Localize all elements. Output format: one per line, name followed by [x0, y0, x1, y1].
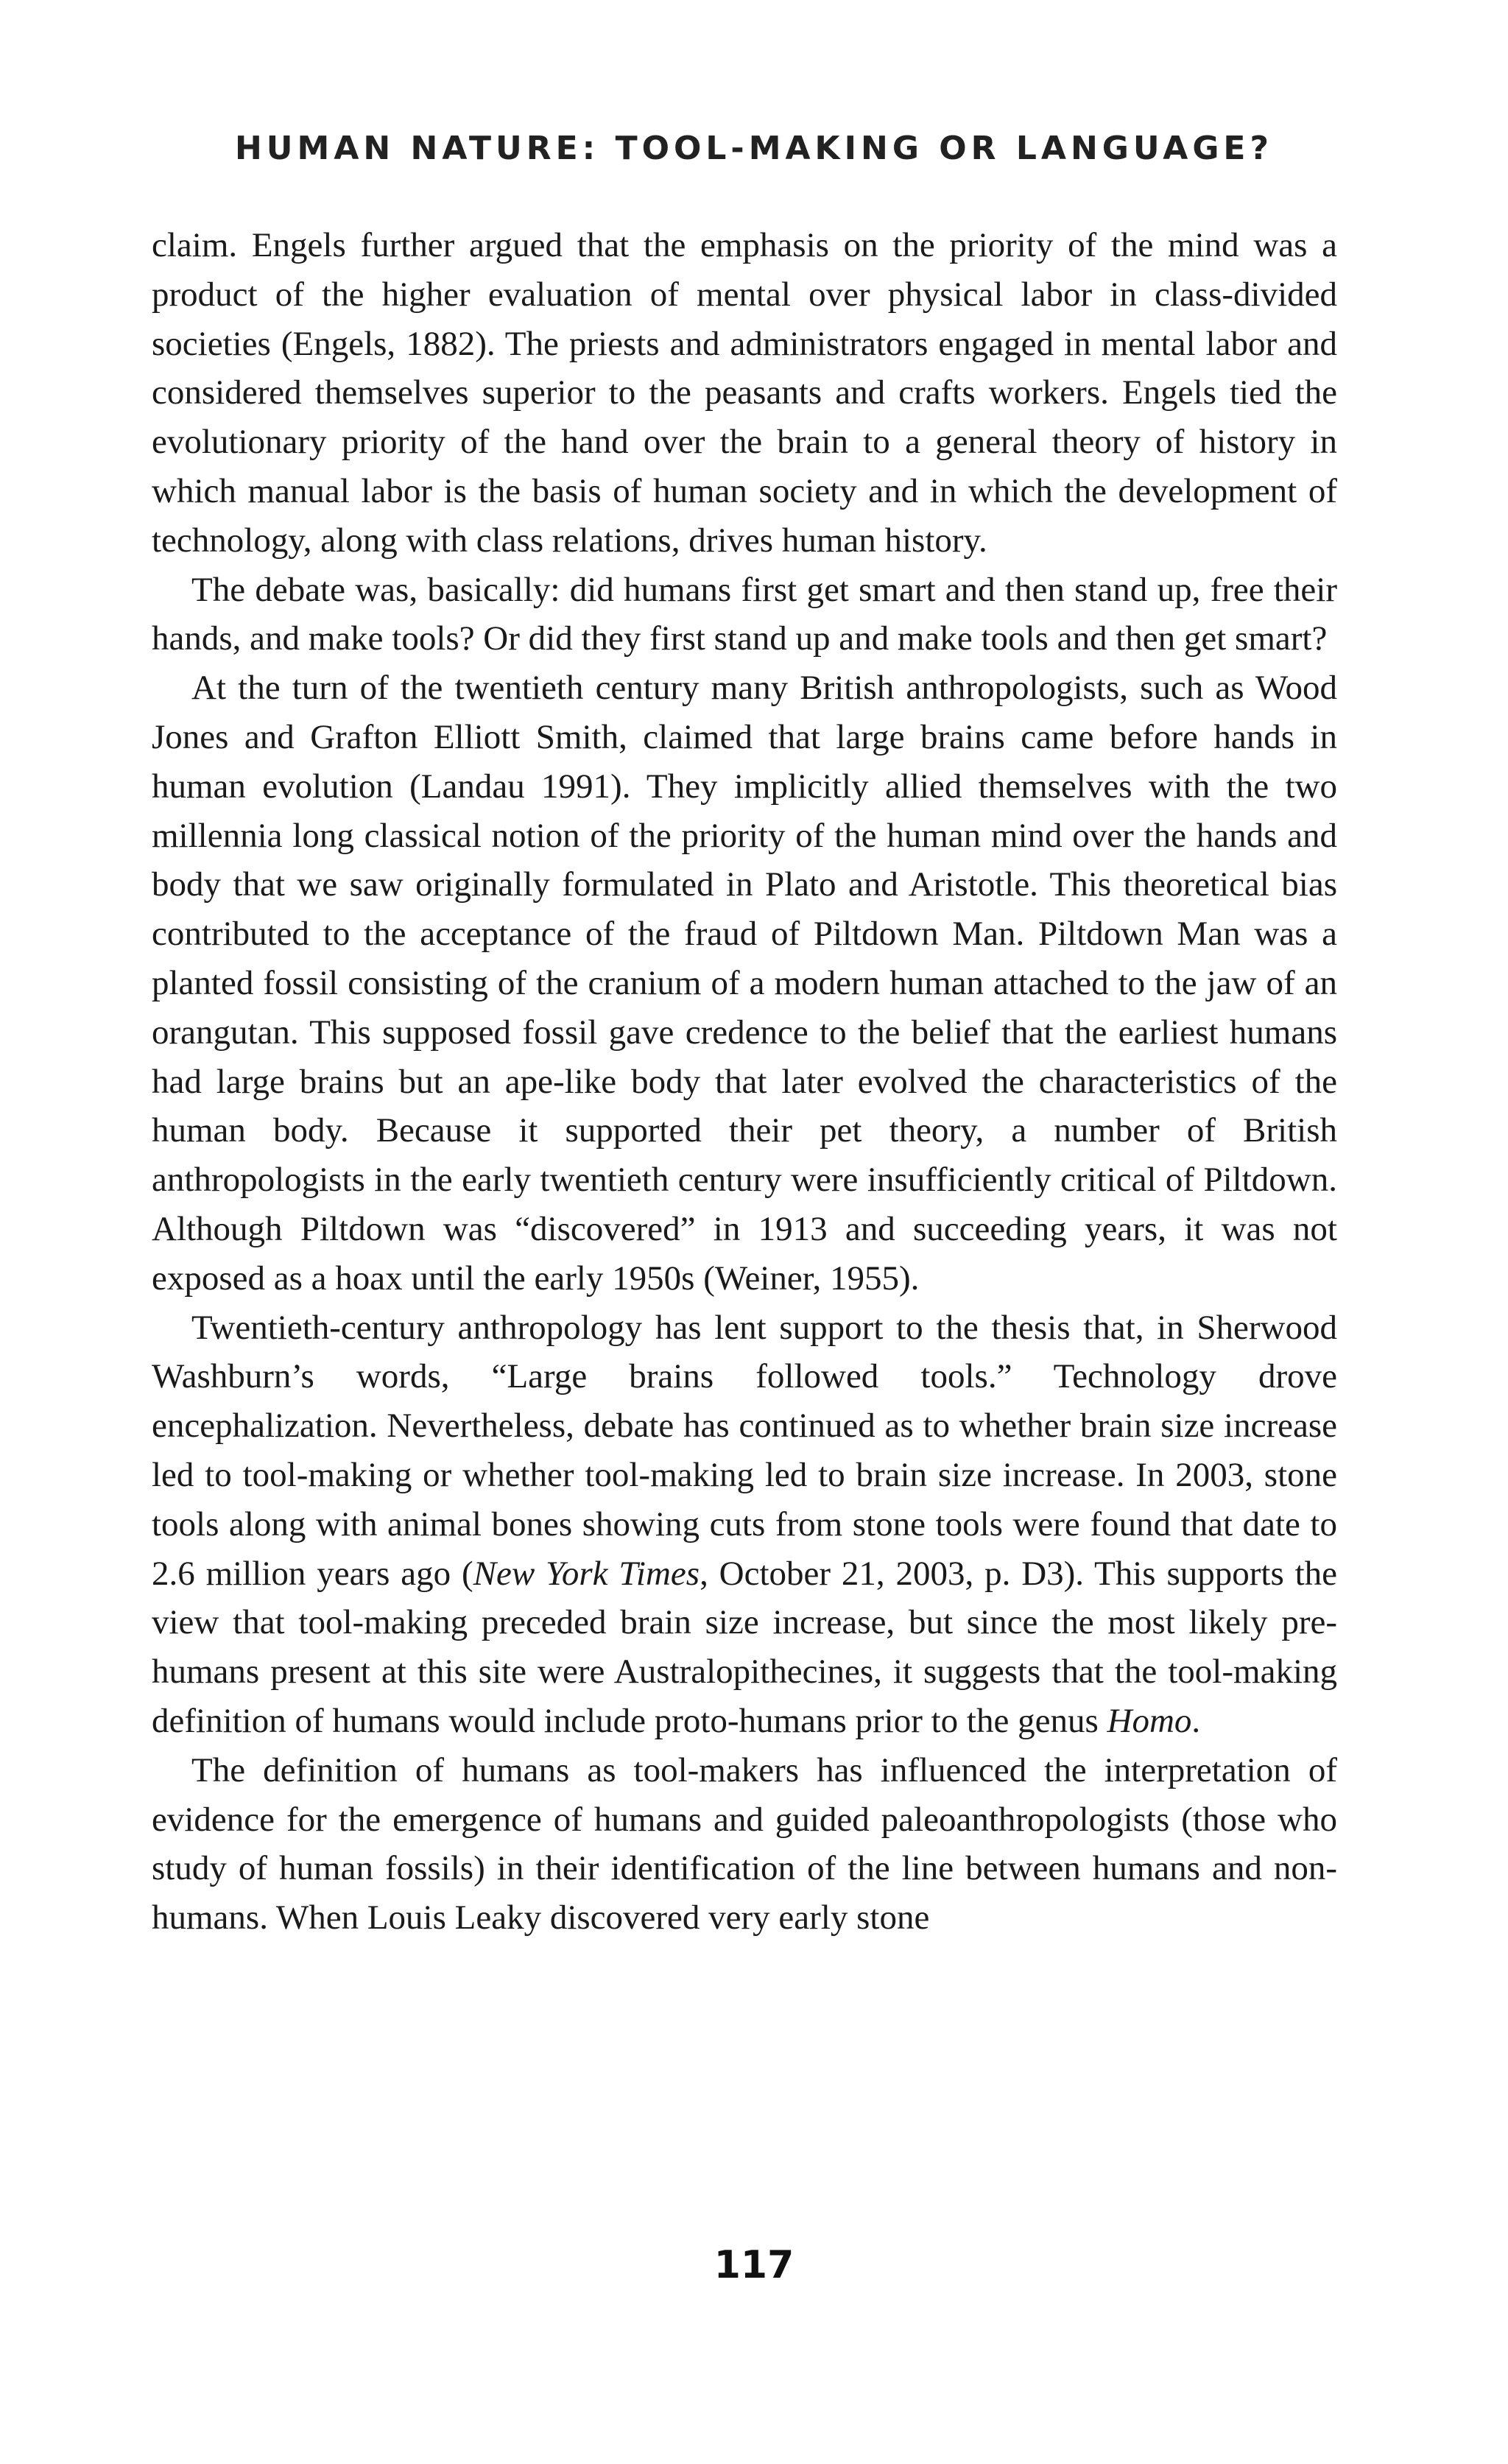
paragraph-4-part-c: . — [1191, 1701, 1201, 1740]
page-number: 117 — [714, 2243, 794, 2287]
genus-name: Homo — [1107, 1701, 1192, 1740]
paragraph-3: At the turn of the twentieth century many British anthropologists, such as Wood Jones and Grafton Elliott Smith, claimed that large brains came before hands in human evolution (Landau 1991). They implicitly allied themselves with the two millennia long classical notion of the priority of the human mind over the hands and body that we saw originally formulated in Plato and Aristotle. This theoretical bias contributed to the acceptance of the fraud of Piltdown Man. Piltdown Man was a planted fossil consisting of the cranium of a modern human attached to the jaw of an orangutan. This supposed fossil gave credence to the belief that the earliest humans had large brains but an ape-like body that later evolved the characteristics of the human body. Because it supported their pet theory, a number of British anthropologists in the early twentieth century were insufficiently critical of Piltdown. Although Piltdown was “discovered” in 1913 and succeeding years, it was not exposed as a hoax until the early 1950s (Weiner, 1955). — [152, 669, 1337, 1298]
paragraph-4-part-a: Twentieth-century anthropology has lent support to the thesis that, in Sherwood Washburn’s words, “Large brains followed tools.” Technology drove encephalization. Nevertheless, debate has continued as to whether brain size increase led to tool-making or whether tool-making led to brain size increase. In 2003, stone tools along with animal bones showing cuts from stone tools were found that date to 2.6 million years ago ( — [152, 1308, 1337, 1593]
paragraph-1: claim. Engels further argued that the emphasis on the priority of the mind was a product of the higher evaluation of mental over physical labor in class-divided societies (Engels, 1882). The priests and administrators engaged in mental labor and considered themselves superior to the peasants and crafts workers. Engels tied the evolutionary priority of the hand over the brain to a general theory of history in which manual labor is the basis of human society and in which the development of technology, along with class relations, drives human history. — [152, 226, 1337, 560]
body-text — [152, 221, 1337, 1943]
citation-source-title: New York Times — [473, 1554, 700, 1593]
paragraph-2: The debate was, basically: did humans first get smart and then stand up, free their hands, and make tools? Or did they first stand up and make tools and then get smart? — [152, 570, 1337, 658]
running-head: HUMAN NATURE: TOOL-MAKING OR LANGUAGE? — [234, 130, 1274, 167]
paragraph-4 — [152, 1303, 1337, 1746]
paragraph-5: The definition of humans as tool-makers has influenced the interpretation of evidence for the emergence of humans and guided paleoanthropologists (those who study of human fossils) in their identification of the line between humans and non-humans. When Louis Leaky discovered very early stone — [152, 1750, 1337, 1937]
paragraph-4-part-b: , October 21, 2003, p. D3). This supports the view that tool-making preceded brain size increase, but since the most likely pre-humans present at this site were Australopithecines, it suggests that the tool-making definition of humans would include proto-humans prior to the genus — [152, 1554, 1338, 1740]
